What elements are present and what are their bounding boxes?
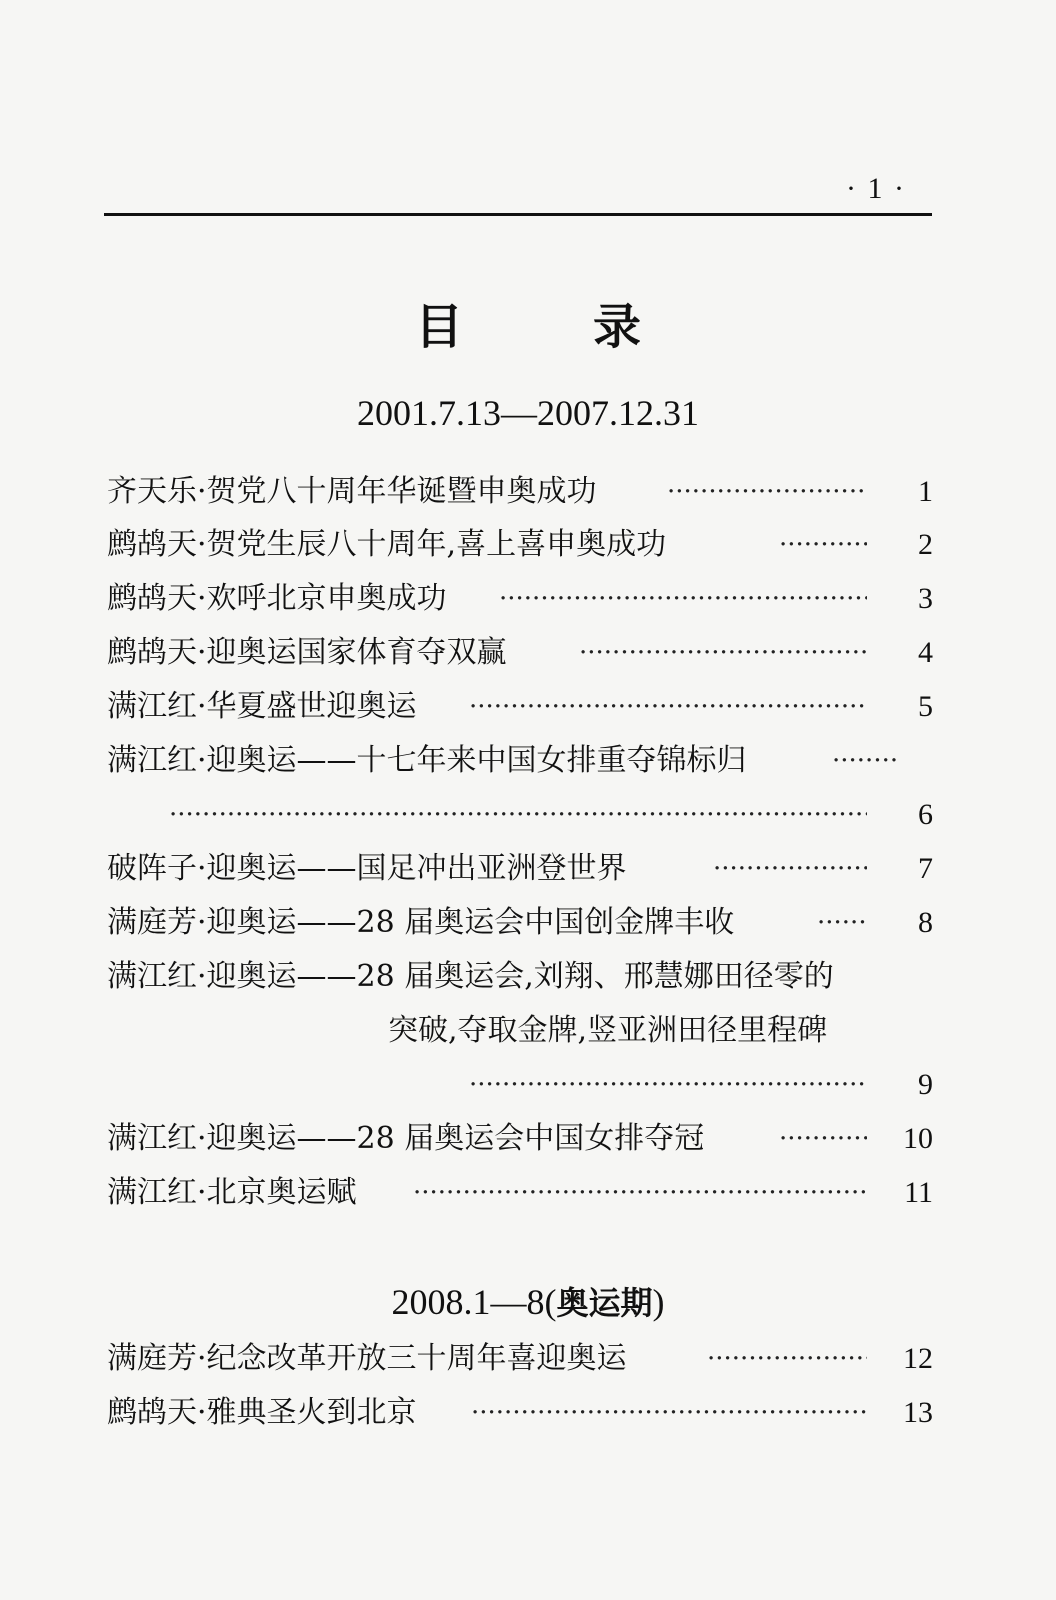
toc-entry-title: 满庭芳·迎奥运——28 届奥运会中国创金牌丰收 xyxy=(107,905,735,940)
toc-entry-title: 鹧鸪天·迎奥运国家体育夺双赢 xyxy=(107,635,507,670)
toc-entry-title-line2: 突破,夺取金牌,竖亚洲田径里程碑 xyxy=(388,1013,828,1048)
section-heading-2 xyxy=(0,1278,1056,1324)
toc-entry[interactable] xyxy=(107,523,933,567)
toc-entry-page: 5 xyxy=(918,690,933,723)
dot-leader xyxy=(469,1063,867,1107)
toc-entry[interactable] xyxy=(107,685,933,729)
toc-entry-page: 9 xyxy=(918,1068,933,1101)
toc-entry[interactable] xyxy=(107,847,933,891)
toc-entry-page: 13 xyxy=(903,1396,933,1429)
toc-entry-continuation[interactable] xyxy=(107,793,933,837)
dot-leader xyxy=(471,1391,867,1435)
toc-entry-page: 1 xyxy=(918,475,933,508)
toc-entry-page: 7 xyxy=(918,852,933,885)
dot-leader xyxy=(579,631,867,675)
header-rule xyxy=(104,213,932,216)
section-heading-2-prefix: 2008.1—8( xyxy=(391,1282,557,1322)
toc-entry-page: 8 xyxy=(918,906,933,939)
toc-title: 目录 xyxy=(414,299,771,355)
section-heading-2-suffix: ) xyxy=(652,1282,665,1322)
toc-entry-title: 鹧鸪天·雅典圣火到北京 xyxy=(107,1395,417,1430)
dot-leader xyxy=(817,901,867,945)
toc-entry[interactable] xyxy=(107,901,933,945)
toc-entry-title: 破阵子·迎奥运——国足冲出亚洲登世界 xyxy=(107,851,627,886)
toc-entry[interactable] xyxy=(107,631,933,675)
dot-leader xyxy=(707,1337,867,1381)
toc-entry-title: 鹧鸪天·贺党生辰八十周年,喜上喜申奥成功 xyxy=(107,527,667,562)
dot-leader xyxy=(832,739,897,783)
toc-entry-title: 满江红·迎奥运——十七年来中国女排重夺锦标归 xyxy=(107,743,747,778)
dot-leader xyxy=(667,470,867,514)
toc-entry[interactable] xyxy=(107,577,933,621)
toc-entry-page: 12 xyxy=(903,1342,933,1375)
dot-leader xyxy=(779,1117,867,1161)
toc-entry[interactable] xyxy=(107,1171,933,1215)
toc-entry-title: 满江红·华夏盛世迎奥运 xyxy=(107,689,417,724)
dot-leader xyxy=(169,793,867,837)
toc-entry-page: 4 xyxy=(918,636,933,669)
toc-entry-title: 鹧鸪天·欢呼北京申奥成功 xyxy=(107,581,447,616)
toc-entry-title: 满江红·北京奥运赋 xyxy=(107,1175,357,1210)
dot-leader xyxy=(779,523,867,567)
toc-entry-page: 2 xyxy=(918,528,933,561)
toc-entry-title: 齐天乐·贺党八十周年华诞暨申奥成功 xyxy=(107,474,597,509)
toc-entry-title: 满庭芳·纪念改革开放三十周年喜迎奥运 xyxy=(107,1341,627,1376)
section-heading-1: 2001.7.13—2007.12.31 xyxy=(357,393,699,433)
toc-entry-title: 满江红·迎奥运——28 届奥运会中国女排夺冠 xyxy=(107,1121,705,1156)
toc-entry[interactable] xyxy=(107,955,933,999)
dot-leader xyxy=(499,577,867,621)
toc-entry-page: 11 xyxy=(904,1176,933,1209)
toc-entry-page: 3 xyxy=(918,582,933,615)
dot-leader xyxy=(713,847,867,891)
toc-entry[interactable] xyxy=(107,1391,933,1435)
toc-entry-continuation[interactable] xyxy=(107,1063,933,1107)
dot-leader xyxy=(413,1171,867,1215)
toc-entry[interactable] xyxy=(107,470,933,514)
toc-entry[interactable] xyxy=(107,739,897,783)
toc-entry[interactable] xyxy=(107,1117,933,1161)
toc-entry-page: 6 xyxy=(918,798,933,831)
toc-entry-title: 满江红·迎奥运——28 届奥运会,刘翔、邢慧娜田径零的 xyxy=(107,959,834,994)
toc-entry-page: 10 xyxy=(903,1122,933,1155)
toc-entry[interactable] xyxy=(107,1337,933,1381)
section-heading-2-bold: 奥运期 xyxy=(556,1284,653,1322)
page-number: · 1 · xyxy=(846,172,906,205)
dot-leader xyxy=(469,685,867,729)
